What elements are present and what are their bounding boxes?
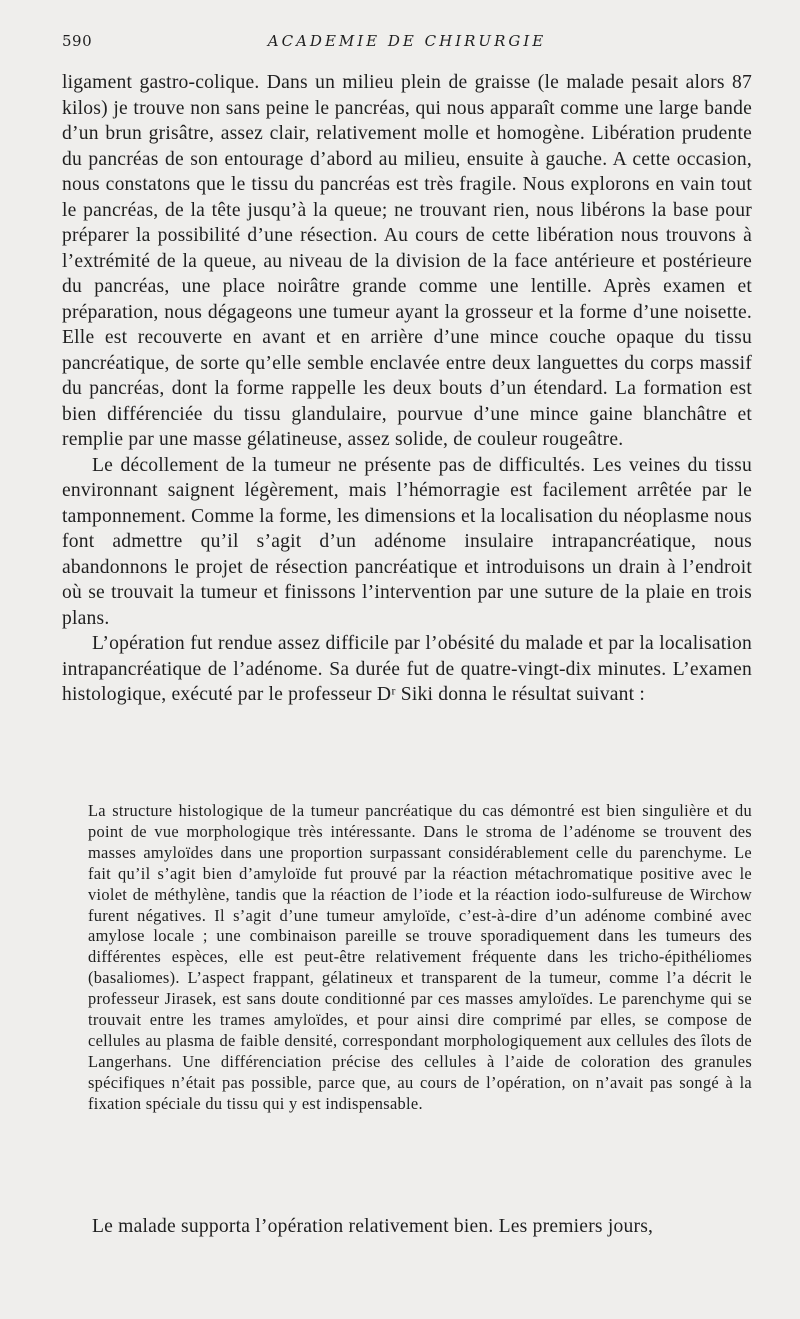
main-text bbox=[62, 70, 752, 708]
paragraph: ligament gastro-colique. Dans un milieu plein de graisse (le malade pesait alors 87 kilos) je trouve non sans peine le pancréas, qui nous apparaît comme une large bande d’un brun grisâtre, assez clair, relativement molle et homogène. Libération prudente du pancréas de son entourage d’abord au milieu, ensuite à gauche. A cette occasion, nous constatons que le tissu du pancréas est très fragile. Nous explorons en vain tout le pancréas, de la tête jusqu’à la queue; ne trouvant rien, nous libérons la base pour préparer la possibilité d’une résection. Au cours de cette libération nous trouvons à l’extrémité de la queue, au niveau de la division de la face antérieure et postérieure du pancréas, une place noirâtre grande comme une lentille. Après examen et préparation, nous dégageons une tumeur ayant la grosseur et la forme d’une noisette. Elle est recouverte en avant et en arrière d’une mince couche opaque du tissu pancréatique, de sorte qu’elle semble enclavée entre deux languettes du corps massif du pancréas, dont la forme rappelle les deux bouts d’un étendard. La formation est bien différenciée du tissu glandulaire, pourvue d’une mince gaine blanchâtre et remplie par une masse gélatineuse, assez solide, de couleur rougeâtre. bbox=[62, 72, 752, 450]
quote-paragraph: La structure histologique de la tumeur pancréatique du cas démontré est bien singulière et du point de vue morphologique très intéressante. Dans le stroma de l’adénome se trouvent des masses amyloïdes dans une proportion surpassant considérablement celle du parenchyme. Le fait qu’il s’agit bien d’amyloïde fut prouvé par la réaction métachromatique positive avec le violet de méthylène, tandis que la réaction de l’iode et la réaction iodo-sulfureuse de Wirchow furent négatives. Il s’agit d’une tumeur amyloïde, c’est-à-dire d’un adénome combiné avec amylose locale ; une combinaison pareille se trouve sporadiquement dans les tumeurs des différentes espèces, elle est peut-être relativement fréquente dans les tricho-épithéliomes (basaliomes). L’aspect frappant, gélatineux et transparent de la tumeur, comme l’a décrit le professeur Jirasek, est sans doute conditionné par ces masses amyloïdes. Le parenchyme qui se trouvait entre les trames amyloïdes, et pour ainsi dire comprimé par elles, se compose de cellules au plasma de faible densité, correspondant morphologiquement aux cellules des îlots de Langerhans. Une différenciation précise des cellules à l’aide de coloration des granules spécifiques n’était pas possible, parce que, au cours de l’opération, on n’avait pas songé à la fixation spéciale du tissu qui y est indispensable. bbox=[88, 801, 752, 1113]
page-number: 590 bbox=[62, 32, 93, 50]
page-header bbox=[62, 32, 752, 56]
closing-line: Le malade supporta l’opération relativement bien. Les premiers jours, bbox=[92, 1216, 654, 1237]
paragraph: L’opération fut rendue assez difficile par l’obésité du malade et par la localisation intrapancréatique de l’adénome. Sa durée fut de quatre-vingt-dix minutes. L’examen histologique, exécuté par le professeur Dʳ Siki donna le résultat suivant : bbox=[62, 633, 752, 705]
running-title: ACADEMIE DE CHIRURGIE bbox=[267, 32, 547, 50]
histology-report-quote bbox=[88, 801, 752, 1115]
paragraph: Le décollement de la tumeur ne présente pas de difficultés. Les veines du tissu environnant saignent légèrement, mais l’hémorragie est facilement arrêtée par le tamponnement. Comme la forme, les dimensions et la localisation du néoplasme nous font admettre qu’il s’agit d’un adénome insulaire intrapancréatique, nous abandonnons le projet de résection pancréatique et introduisons un drain à l’endroit où se trouvait la tumeur et finissons l’intervention par une suture de la plaie en trois plans. bbox=[62, 454, 752, 629]
